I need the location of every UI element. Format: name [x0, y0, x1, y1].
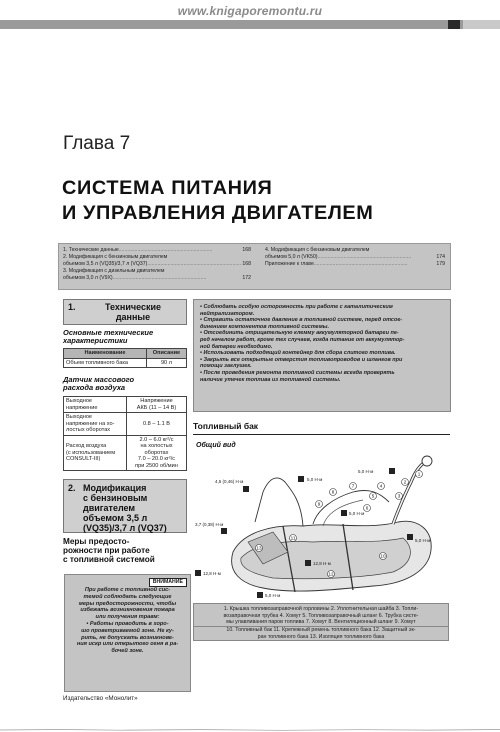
toc-item[interactable]: 4. Модификация с бензиновым двигателем: [265, 247, 370, 253]
header-bar-dark-block: [448, 20, 460, 29]
svg-text:3,7 (0,38) Н·м: 3,7 (0,38) Н·м: [195, 522, 224, 527]
sensor-heading: Датчик массового расхода воздуха: [63, 375, 135, 392]
diagram-caption: 1. Крышка топливозаправочной горловины 2. Уплотнительная шайба 3. Топли- возаправочная трубка 4. Хомут 5. Топливозаправочный шланг 6. Трубка систе- мы улавливания паров топлива 7. Хомут 8. Вентиляционный шланг 9. Хомут: [193, 603, 449, 627]
table-row: Выходное напряжение на хо- лостых оборотах 0.8 – 1.1 В: [64, 413, 187, 436]
toc-right-column: [265, 247, 445, 268]
chapter-title: [62, 176, 373, 226]
torque-marker: [298, 476, 322, 482]
torque-marker: [195, 522, 227, 534]
header-bar-light-block: [463, 20, 500, 29]
callout-5: [370, 493, 377, 500]
torque-marker: [257, 592, 280, 598]
attention-box: [64, 574, 191, 692]
svg-text:4: 4: [379, 483, 383, 489]
watermark: www.knigaporemontu.ru: [177, 4, 323, 18]
svg-text:6: 6: [365, 505, 369, 511]
attention-badge: ВНИМАНИЕ: [149, 578, 187, 587]
chapter-title-line-2: И УПРАВЛЕНИЯ ДВИГАТЕЛЕМ: [62, 202, 374, 224]
callout-11: [290, 535, 297, 542]
section-1-header: [63, 299, 187, 325]
svg-text:5,0 Н·м: 5,0 Н·м: [307, 477, 323, 482]
callout-6: [364, 505, 371, 512]
svg-text:12: 12: [328, 571, 334, 577]
callout-12: [328, 571, 335, 578]
section-2-title: Модификация с бензиновым двигателем объемом 3,5 л (VQ35)/3,7 л (VQ37): [83, 483, 167, 533]
svg-text:12,8 Н·м: 12,8 Н·м: [203, 571, 221, 576]
callout-13: [256, 545, 263, 552]
svg-text:5,0 Н·м: 5,0 Н·м: [415, 538, 431, 543]
section-2-header: [63, 479, 187, 533]
svg-text:2: 2: [403, 479, 407, 485]
svg-text:5: 5: [371, 493, 375, 499]
section-1-title: Технические данные: [104, 302, 162, 322]
spec-table-header: Описание: [146, 349, 186, 359]
svg-text:11: 11: [290, 535, 296, 541]
toc-item[interactable]: объемом 3,5 л (VQ35)/3,7 л (VQ37) ................................................................. 168: [63, 261, 251, 267]
callout-2: [402, 479, 409, 486]
heading-rule: [193, 434, 450, 435]
torque-marker: [341, 510, 364, 516]
callout-3: [396, 493, 403, 500]
safety-notes-box: [193, 299, 451, 412]
table-row: Объем топливного бака 90 л: [64, 358, 187, 368]
vent-hose: [313, 490, 389, 524]
table-of-contents: [58, 243, 451, 290]
toc-item[interactable]: 1. Технические данные ................................................................. 168: [63, 247, 251, 253]
attention-text: При работе с топливной сис- темой соблюдать следующие меры предосторожности, чтобы избежать возникновения пожара или получения травм: • Работы проводить в хоро- шо проветриваемой зоне. Не ку- рить, не допускать возникнове- ния искр или открытого огня в ра- бочей зоне.: [76, 587, 179, 655]
svg-text:13: 13: [256, 545, 262, 551]
toc-left-column: [63, 247, 251, 282]
callout-1: [416, 471, 423, 478]
toc-item[interactable]: объемом 5,0 л (VK50) ................................................................. 174: [265, 254, 445, 260]
table-row: Выходное напряжение Напряжение АКБ (11 – 14 В): [64, 397, 187, 413]
toc-item[interactable]: Приложение к главе ................................................................. 179: [265, 261, 445, 267]
callout-9: [316, 501, 323, 508]
section-1-number: 1.: [68, 302, 76, 312]
torque-marker: [305, 560, 331, 566]
torque-marker: [215, 479, 249, 492]
diagram-caption-cont: 10. Топливный бак 11. Крепежный ремень топливного бака 12. Защитный эк- ран топливного бака 13. Изоляция топливного бака: [193, 627, 449, 641]
svg-text:10: 10: [380, 553, 386, 559]
toc-item[interactable]: 2. Модификация с бензиновым двигателем: [63, 254, 168, 260]
svg-text:7: 7: [351, 483, 355, 489]
svg-text:9: 9: [317, 501, 321, 507]
filler-cap: [422, 456, 432, 466]
spec-heading: Основные технические характеристики: [63, 328, 154, 345]
chapter-title-line-1: СИСТЕМА ПИТАНИЯ: [62, 177, 273, 199]
precaution-heading: Меры предосто- рожности при работе с топливной системой: [63, 537, 155, 564]
toc-item[interactable]: 3. Модификация с дизельным двигателем: [63, 268, 165, 274]
publisher: Издательство «Монолит»: [63, 695, 138, 702]
safety-notes-text: • Соблюдать особую осторожность при работе с каталитическим нейтрализатором. • Стравить остаточное давление в топливной системе, перед отсое- динением компонентов топливной системы. • Отсоединить отрицательную клемму аккумуляторной батареи пе- ред началом работ, кроме тех случаев, когда питание от аккумулятор- ной батареи необходимо. • Использовать подходящий контейнер для сбора слитого топлива. • Закрыть все открытые отверстия топливопроводов и шлангов при помощи заглушек. • После проведения ремонта топливной системы всегда проверять наличие утечек топлива из топливной системы.: [200, 304, 405, 383]
torque-marker: [195, 570, 221, 576]
bottom-edge-line: [0, 727, 500, 732]
svg-text:4,5 (0,46) Н·м: 4,5 (0,46) Н·м: [215, 479, 244, 484]
callout-10: [380, 553, 387, 560]
torque-marker: [358, 468, 395, 474]
table-row: Расход воздуха (с использованием CONSULT-III) 2.0 – 6.0 кг²/с на холостых оборотах 7.0 – 20.0 кг²/с при 2500 об/мин: [64, 435, 187, 471]
sensor-table: [63, 396, 187, 471]
callout-7: [350, 483, 357, 490]
fuel-tank-diagram: [193, 452, 449, 600]
header-bar: [0, 20, 500, 29]
spec-table: [63, 348, 187, 368]
general-view-label: Общий вид: [196, 442, 236, 449]
chapter-label: Глава 7: [63, 133, 131, 154]
svg-text:5,0 Н·м: 5,0 Н·м: [358, 469, 374, 474]
spec-table-header: Наименование: [64, 349, 147, 359]
vapor-line: [255, 478, 303, 526]
svg-text:8: 8: [331, 489, 335, 495]
section-2-number: 2.: [68, 483, 76, 493]
callout-4: [378, 483, 385, 490]
fuel-tank-heading: Топливный бак: [193, 421, 259, 431]
svg-text:12,8 Н·м: 12,8 Н·м: [313, 561, 331, 566]
toc-item[interactable]: объемом 3,0 л (V9X) ................................................................. 172: [63, 275, 251, 281]
svg-text:5,0 Н·м: 5,0 Н·м: [265, 593, 281, 598]
callout-8: [330, 489, 337, 496]
svg-text:1: 1: [417, 471, 421, 477]
svg-text:3: 3: [397, 493, 401, 499]
svg-text:5,0 Н·м: 5,0 Н·м: [349, 511, 365, 516]
